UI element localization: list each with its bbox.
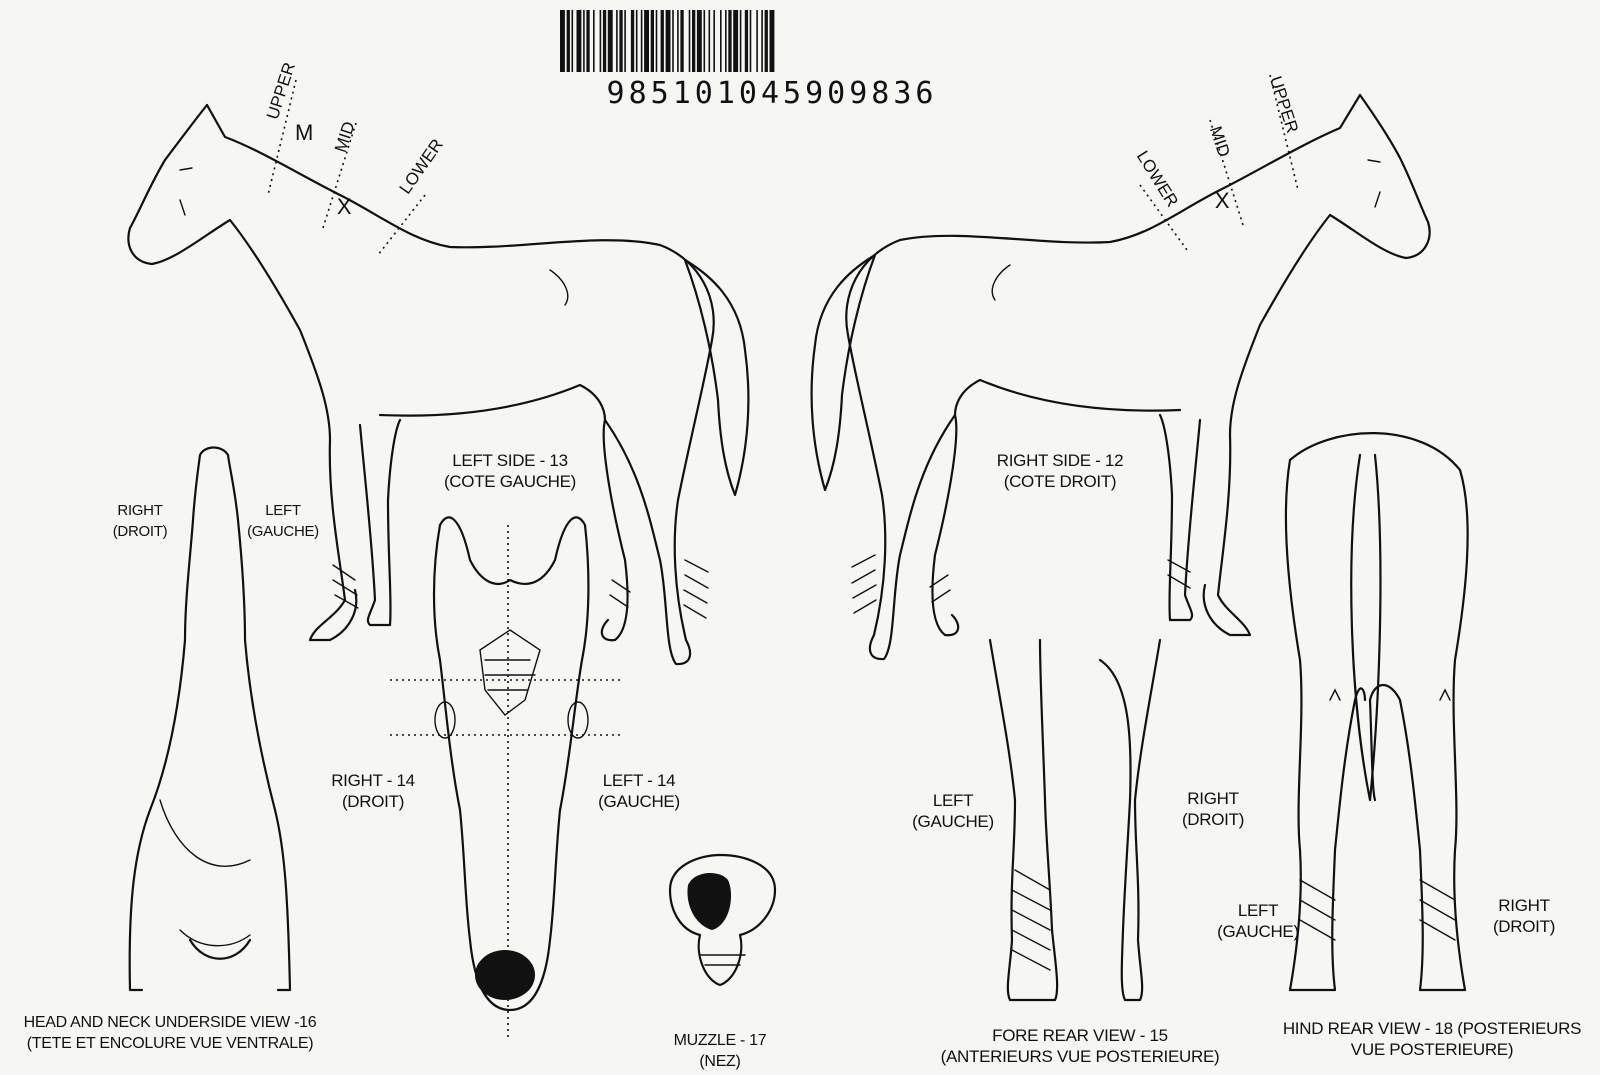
right-mark-x: X <box>1214 188 1230 213</box>
barcode-bar <box>586 10 589 72</box>
barcode-bar <box>567 10 570 72</box>
barcode-bar <box>608 10 613 72</box>
fore-right-label: RIGHT (DROIT) <box>1181 789 1245 829</box>
barcode-bar <box>661 10 664 72</box>
barcode-bar <box>680 10 683 72</box>
barcode-bar <box>709 10 711 72</box>
hind-rear-subtitle: VUE POSTERIEURE) <box>1350 1040 1514 1059</box>
barcode-bar <box>600 10 602 72</box>
barcode-bar <box>733 10 738 72</box>
muzzle-view <box>670 855 775 985</box>
barcode-bar <box>666 10 671 72</box>
barcode-bar <box>619 10 622 72</box>
barcode-bar <box>692 10 695 72</box>
barcode-bar <box>593 10 595 72</box>
left-neck-upper-label: UPPER <box>262 60 300 122</box>
fore-left-label: LEFT (GAUCHE) <box>912 791 994 831</box>
barcode-bar <box>603 10 606 72</box>
hind-rear-view <box>1286 433 1468 990</box>
right-neck-upper-label: UPPER <box>1265 73 1303 136</box>
underside-subtitle: (TETE ET ENCOLURE VUE VENTRALE) <box>26 1035 314 1052</box>
barcode-bar <box>631 10 634 72</box>
left-side-caption <box>444 450 576 492</box>
underside-left-label: LEFT (GAUCHE) <box>247 502 319 540</box>
left-mark-x: X <box>336 194 352 219</box>
underside-caption <box>24 1012 317 1054</box>
barcode-bar <box>761 10 763 72</box>
head-right-label: RIGHT - 14 (DROIT) <box>331 771 415 811</box>
hind-right-label: RIGHT (DROIT) <box>1492 896 1556 936</box>
barcode-bar <box>624 10 626 72</box>
barcode-bar <box>720 10 722 72</box>
hind-rear-caption <box>1283 1018 1581 1060</box>
barcode-bar <box>577 10 582 72</box>
barcode-bar <box>725 10 727 72</box>
muzzle-title: MUZZLE - 17 <box>673 1032 767 1049</box>
barcode-bar <box>641 10 643 72</box>
barcode-bar <box>770 10 775 72</box>
left-side-subtitle: (COTE GAUCHE) <box>443 472 577 491</box>
fore-rear-title: FORE REAR VIEW - 15 <box>992 1026 1168 1045</box>
left-neck-mid-label: MID <box>330 119 359 155</box>
barcode-bar <box>560 10 565 72</box>
barcode-bar <box>745 10 748 72</box>
muzzle-caption <box>674 1030 767 1072</box>
fore-rear-view <box>990 640 1160 1000</box>
barcode-bar <box>697 10 702 72</box>
barcode-bar <box>713 10 715 72</box>
muzzle-subtitle: (NEZ) <box>699 1053 741 1070</box>
barcode-bar <box>651 10 654 72</box>
right-side-title: RIGHT SIDE - 12 <box>996 451 1124 470</box>
right-neck-lower-label: LOWER <box>1132 147 1182 211</box>
barcode-bar <box>765 10 768 72</box>
barcode-bar <box>677 10 679 72</box>
left-neck-lower-label: LOWER <box>395 135 447 198</box>
barcode-bar <box>750 10 752 72</box>
barcode-bar <box>616 10 618 72</box>
barcode-bar <box>583 10 585 72</box>
underside-title: HEAD AND NECK UNDERSIDE VIEW -16 <box>23 1014 317 1031</box>
right-side-caption <box>997 450 1124 492</box>
barcode-number: 985101045909836 <box>606 76 938 111</box>
fore-rear-caption <box>941 1025 1220 1067</box>
head-left-label: LEFT - 14 (GAUCHE) <box>598 771 680 811</box>
hind-left-label: LEFT (GAUCHE) <box>1217 901 1299 941</box>
barcode-bar <box>728 10 731 72</box>
barcode <box>560 10 774 72</box>
barcode-bar <box>756 10 758 72</box>
left-side-title: LEFT SIDE - 13 <box>452 451 568 470</box>
barcode-bar <box>644 10 649 72</box>
head-front-view <box>390 517 620 1040</box>
barcode-bar <box>572 10 574 72</box>
hind-rear-title: HIND REAR VIEW - 18 (POSTERIEURS <box>1282 1019 1582 1038</box>
barcode-bar <box>704 10 706 72</box>
barcode-bar <box>672 10 674 72</box>
barcode-bar <box>689 10 691 72</box>
right-neck-mid-label: MID <box>1205 123 1234 160</box>
barcode-bar <box>636 10 638 72</box>
barcode-bar <box>740 10 742 72</box>
right-side-horse <box>812 75 1430 659</box>
barcode-bar <box>656 10 658 72</box>
left-mark-m: M <box>294 120 314 145</box>
underside-right-label: RIGHT (DROIT) <box>112 502 168 540</box>
right-side-subtitle: (COTE DROIT) <box>1003 472 1117 491</box>
fore-rear-subtitle: (ANTERIEURS VUE POSTERIEURE) <box>940 1047 1220 1066</box>
left-side-horse <box>128 80 748 664</box>
